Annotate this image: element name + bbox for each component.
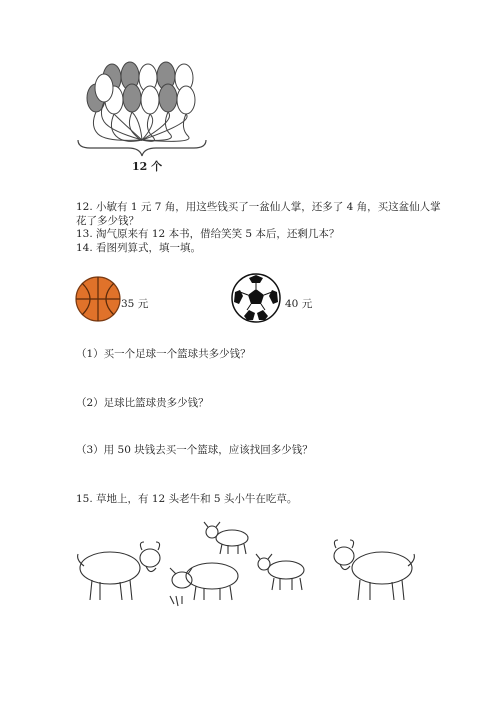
sub-question-3: （3）用 50 块钱去买一个篮球，应该找回多少钱？ bbox=[76, 444, 313, 456]
balloon bbox=[177, 86, 195, 114]
balloon bbox=[123, 84, 141, 112]
balloon bbox=[141, 86, 159, 114]
brace bbox=[78, 140, 206, 156]
basketball-icon bbox=[74, 275, 124, 325]
cattle-illustration bbox=[0, 520, 500, 620]
calf-right-icon bbox=[256, 554, 304, 590]
question-12: 12. 小敏有 1 元 7 角，用这些钱买了一盆仙人掌，还多了 4 角，买这盆仙人掌花了多少钱？ bbox=[76, 201, 441, 227]
question-14: 14. 看图列算式，填一填。 bbox=[76, 242, 202, 254]
balloon-string bbox=[93, 112, 142, 140]
balloons-illustration bbox=[0, 0, 500, 160]
question-13: 13. 淘气原来有 12 本书，借给笑笑 5 本后，还剩几本？ bbox=[76, 228, 340, 240]
question-15: 15. 草地上，有 12 头老牛和 5 头小牛在吃草。 bbox=[76, 493, 298, 505]
sub-question-1: （1）买一个足球一个篮球共多少钱？ bbox=[76, 348, 251, 360]
balloon-string bbox=[142, 112, 171, 140]
ox-left-icon bbox=[78, 542, 160, 600]
basketball-price: 35 元 bbox=[121, 298, 149, 310]
balloon bbox=[159, 84, 177, 112]
balloon bbox=[95, 74, 113, 102]
ox-middle-icon bbox=[170, 563, 238, 606]
sub-question-2: （2）足球比篮球贵多少钱？ bbox=[76, 397, 209, 409]
football-price: 40 元 bbox=[285, 298, 313, 310]
football-icon bbox=[230, 272, 282, 324]
balloon-caption: 12 个 bbox=[132, 160, 163, 173]
calf-top-icon bbox=[204, 522, 248, 554]
ox-right-icon bbox=[334, 540, 414, 600]
